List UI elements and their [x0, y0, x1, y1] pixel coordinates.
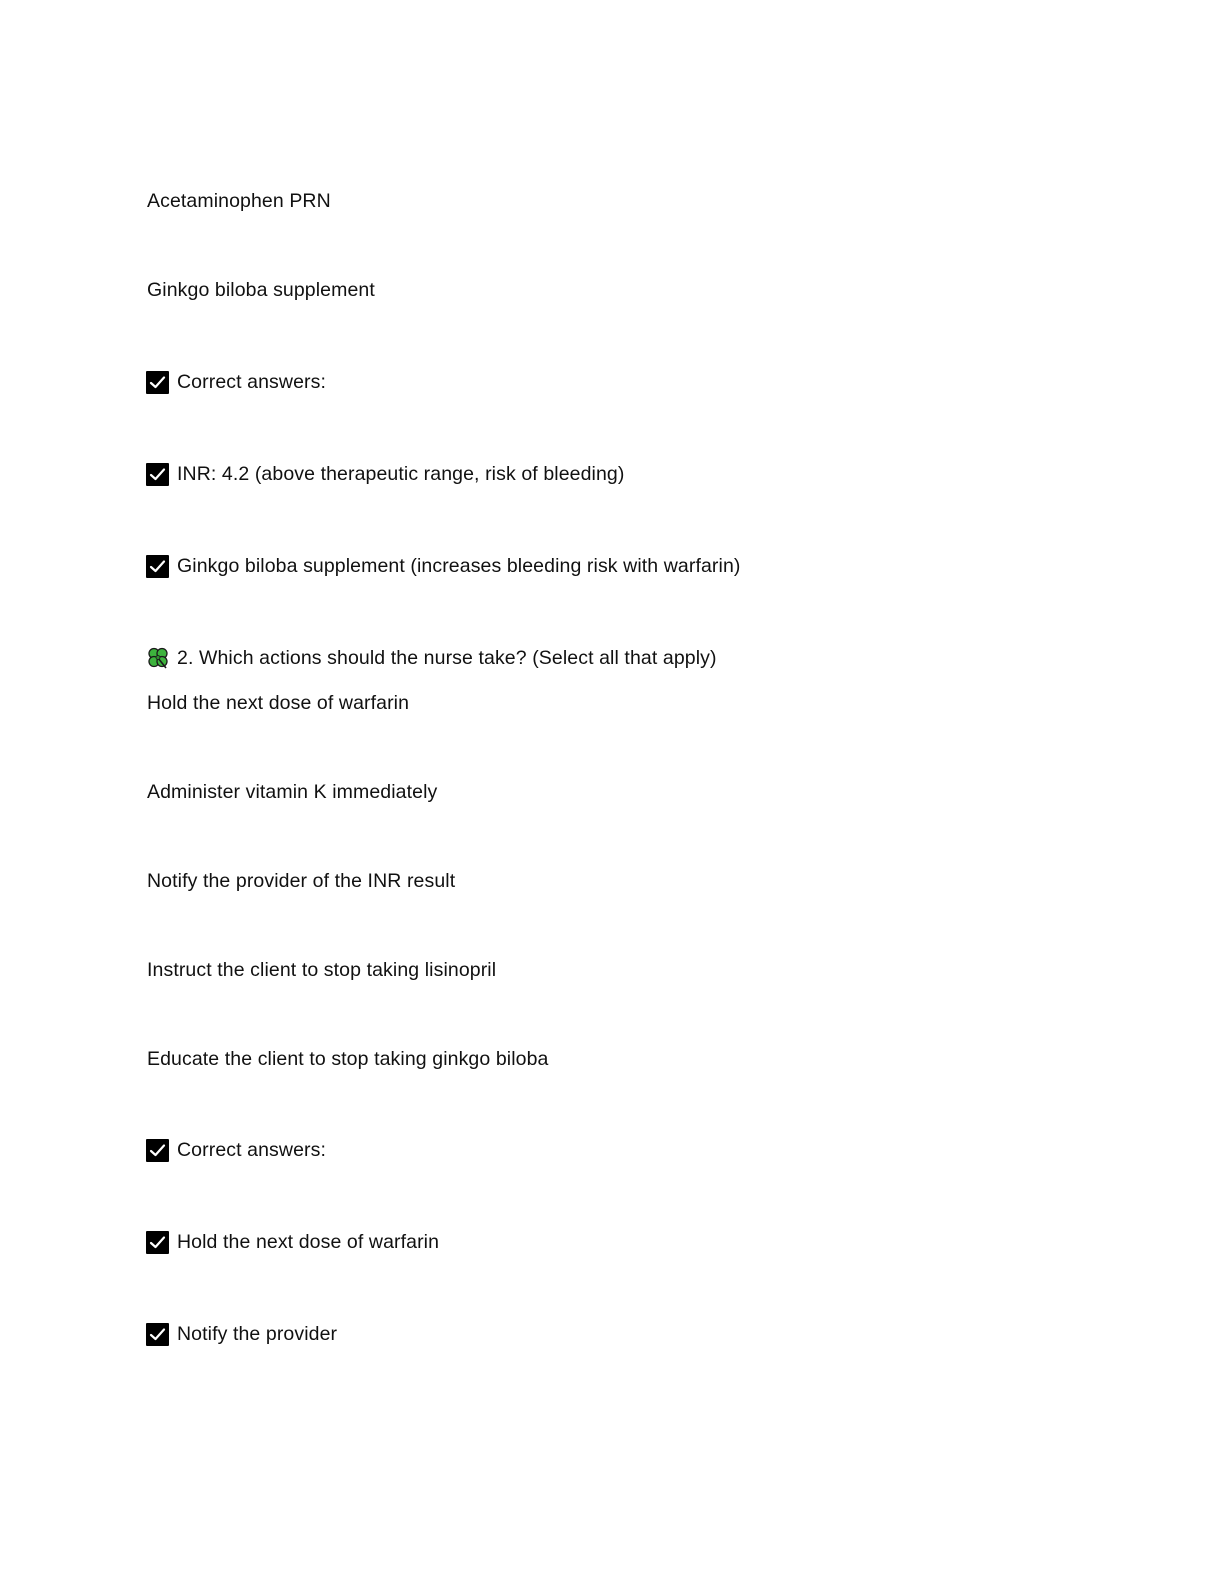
check-icon	[146, 1139, 169, 1162]
correct-answers-heading	[146, 1138, 326, 1162]
text-acetaminophen: Acetaminophen PRN	[147, 190, 331, 212]
answer-item	[146, 1230, 439, 1254]
check-icon	[146, 1231, 169, 1254]
check-icon	[146, 463, 169, 486]
answer-item	[146, 1322, 337, 1346]
option-vitamin-k: Administer vitamin K immediately	[147, 781, 438, 803]
correct-answers-label: Correct answers:	[177, 371, 326, 393]
answer-text: Notify the provider	[177, 1323, 338, 1345]
check-icon	[146, 1323, 169, 1346]
answer-text: INR: 4.2 (above therapeutic range, risk of bleeding)	[177, 463, 625, 485]
option-stop-ginkgo: Educate the client to stop taking ginkgo biloba	[147, 1048, 549, 1070]
answer-item	[146, 554, 741, 578]
answer-item	[146, 462, 624, 486]
check-icon	[146, 371, 169, 394]
option-stop-lisinopril: Instruct the client to stop taking lisinopril	[147, 959, 497, 981]
four-leaf-clover-icon	[146, 646, 170, 670]
question-text: 2. Which actions should the nurse take? (Select all that apply)	[177, 647, 717, 669]
answer-text: Ginkgo biloba supplement (increases bleeding risk with warfarin)	[177, 555, 741, 577]
question-heading	[146, 646, 717, 670]
option-hold-warfarin: Hold the next dose of warfarin	[147, 692, 410, 714]
correct-answers-heading	[146, 370, 326, 394]
text-ginkgo: Ginkgo biloba supplement	[147, 279, 375, 301]
check-icon	[146, 555, 169, 578]
correct-answers-label: Correct answers:	[177, 1139, 326, 1161]
option-notify-provider: Notify the provider of the INR result	[147, 870, 456, 892]
answer-text: Hold the next dose of warfarin	[177, 1231, 440, 1253]
